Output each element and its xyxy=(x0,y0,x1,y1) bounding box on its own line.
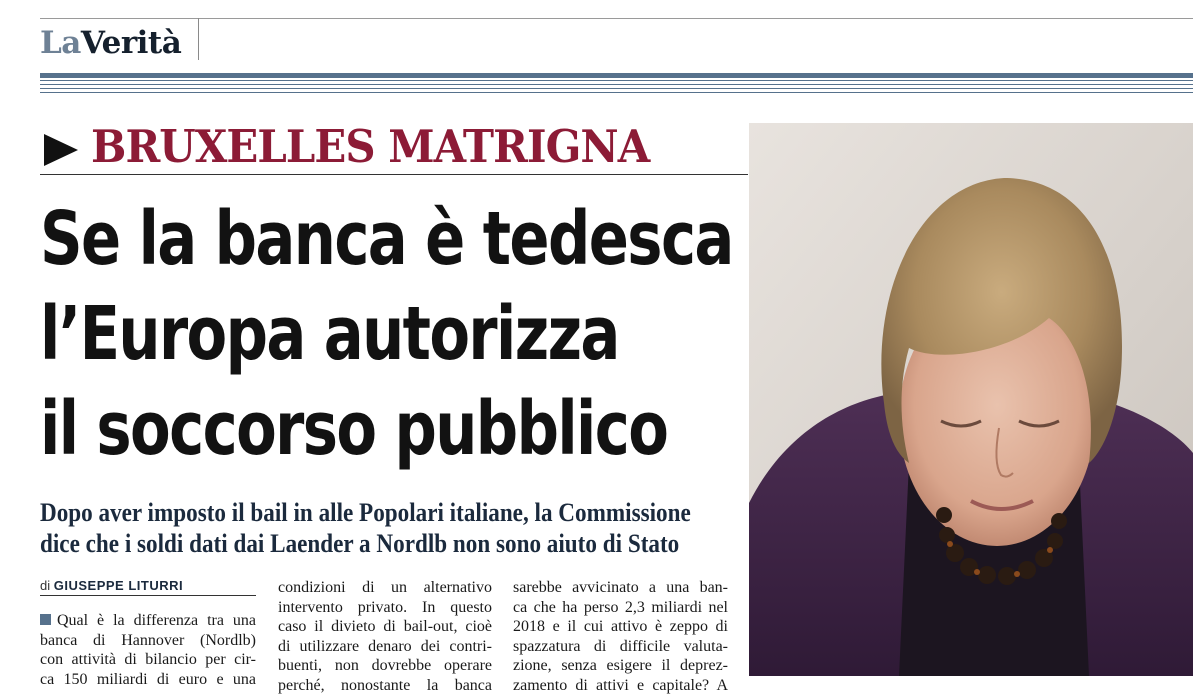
body-line: ca 150 miliardi di euro e una xyxy=(40,670,256,690)
kicker: BRUXELLES MATRIGNA xyxy=(91,118,649,176)
headline xyxy=(40,192,740,477)
body-line: Qual è la differenza tra una xyxy=(40,611,256,631)
kicker-arrow-icon xyxy=(44,134,78,166)
paragraph-bullet-icon xyxy=(40,614,51,625)
body-line: banca di Hannover (Nordlb) xyxy=(40,631,256,651)
masthead xyxy=(40,22,181,64)
body-line: intervento privato. In questo xyxy=(278,598,492,618)
kicker-rule xyxy=(40,174,748,175)
body-line: buenti, non dovrebbe operare xyxy=(278,656,492,676)
portrait-illustration xyxy=(749,123,1193,676)
byline-prefix: di xyxy=(40,578,50,593)
body-column-2 xyxy=(278,578,492,695)
body-line: perché, nonostante la banca xyxy=(278,676,492,695)
headline-line: il soccorso pubblico xyxy=(40,382,600,477)
top-rule xyxy=(40,18,1193,19)
masthead-rule xyxy=(40,73,1193,78)
body-line: zione, senza esigere il deprez- xyxy=(513,656,728,676)
subheadline-line: Dopo aver imposto il bail in alle Popolari italiane, la Commissione xyxy=(40,497,663,528)
body-line: con attività di bilancio per cir- xyxy=(40,650,256,670)
body-line: sarebbe avvicinato a una ban- xyxy=(513,578,728,598)
byline-rule xyxy=(40,595,256,596)
body-line: di utilizzare denaro dei contri- xyxy=(278,637,492,657)
masthead-rule-thin xyxy=(40,84,1193,85)
masthead-rule-thin xyxy=(40,88,1193,89)
author-name[interactable]: GIUSEPPE LITURRI xyxy=(54,578,183,593)
subheadline-line: dice che i soldi dati dai Laender a Nordlb non sono aiuto di Stato xyxy=(40,528,663,559)
headline-line: l’Europa autorizza xyxy=(40,287,600,382)
masthead-rule-thin xyxy=(40,92,1193,93)
masthead-separator xyxy=(198,18,199,60)
body-line: 2018 e il cui attivo è zeppo di xyxy=(513,617,728,637)
body-line: caso il divieto di bail-out, cioè xyxy=(278,617,492,637)
body-line: ca che ha perso 2,3 miliardi nel xyxy=(513,598,728,618)
body-column-3 xyxy=(513,578,728,695)
body-column-1 xyxy=(40,611,256,689)
subheadline xyxy=(40,497,740,559)
portrait-photo[interactable] xyxy=(749,123,1193,676)
byline xyxy=(40,578,255,593)
body-line: spazzatura di difficile valuta- xyxy=(513,637,728,657)
body-line: condizioni di un alternativo xyxy=(278,578,492,598)
newspaper-logo[interactable]: LaVerità xyxy=(40,28,181,59)
masthead-rule-thin xyxy=(40,80,1193,81)
body-line: zamento di attivi e capitale? A xyxy=(513,676,728,695)
headline-line: Se la banca è tedesca xyxy=(40,192,600,287)
